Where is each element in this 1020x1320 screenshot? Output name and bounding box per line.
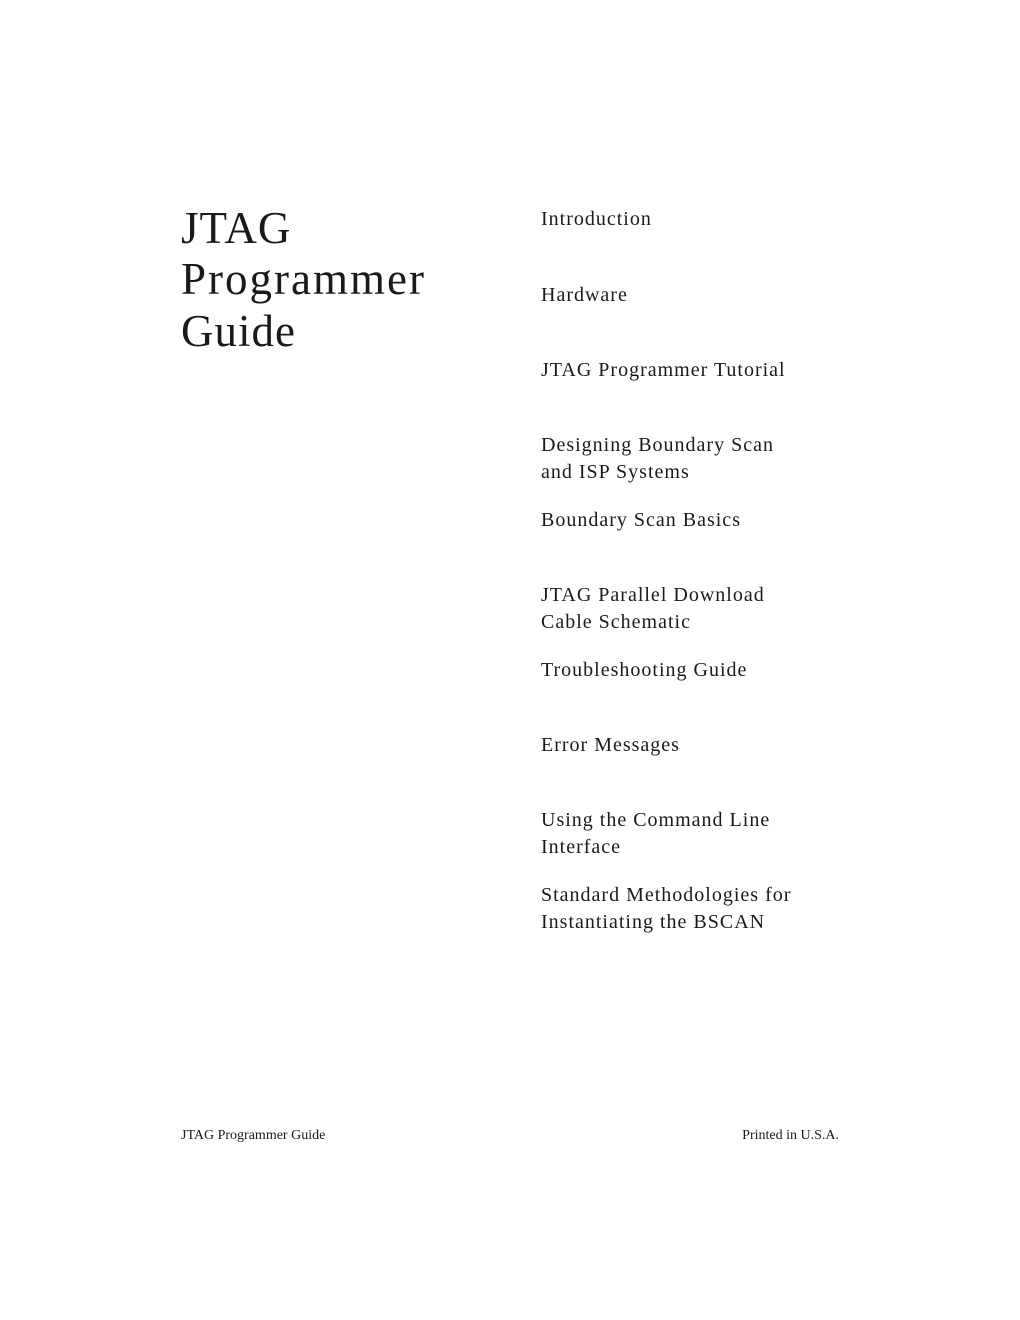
toc-entry-tutorial (541, 357, 786, 384)
footer-printed-note: Printed in U.S.A. (742, 1128, 839, 1143)
toc-entry-line: Standard Methodologies for (541, 884, 792, 906)
toc-entry-designing-boundary-scan (541, 432, 774, 486)
toc-entry-standard-methodologies (541, 882, 791, 936)
page-title-line-1: JTAG (181, 203, 292, 253)
toc-entry-hardware (541, 282, 628, 309)
page-title-line-3: Guide (181, 306, 296, 356)
toc-entry-line: Boundary Scan Basics (541, 509, 741, 531)
toc-entry-line: JTAG Programmer Tutorial (541, 359, 786, 381)
toc-entry-line: Instantiating the BSCAN (541, 911, 766, 933)
toc-entry-line: JTAG Parallel Download (541, 584, 765, 606)
toc-entry-line: Troubleshooting Guide (541, 659, 748, 681)
toc-entry-line: Cable Schematic (541, 611, 691, 633)
toc-entry-line: Interface (541, 836, 622, 858)
toc-entry-troubleshooting (541, 657, 747, 684)
toc-entry-line: Introduction (541, 208, 652, 230)
toc-entry-command-line (541, 807, 770, 861)
toc-entry-line: Using the Command Line (541, 809, 771, 831)
toc-entry-error-messages (541, 732, 680, 759)
toc-entry-line: Hardware (541, 284, 628, 306)
page-title-line-2: Programmer (181, 254, 426, 304)
toc-entry-line: Error Messages (541, 734, 680, 756)
toc-entry-line: and ISP Systems (541, 461, 690, 483)
toc-entry-boundary-scan-basics (541, 507, 741, 534)
toc-entry-introduction (541, 206, 652, 233)
toc-entry-line: Designing Boundary Scan (541, 434, 774, 456)
toc-entry-cable-schematic (541, 582, 765, 636)
footer-document-title: JTAG Programmer Guide (181, 1128, 326, 1143)
